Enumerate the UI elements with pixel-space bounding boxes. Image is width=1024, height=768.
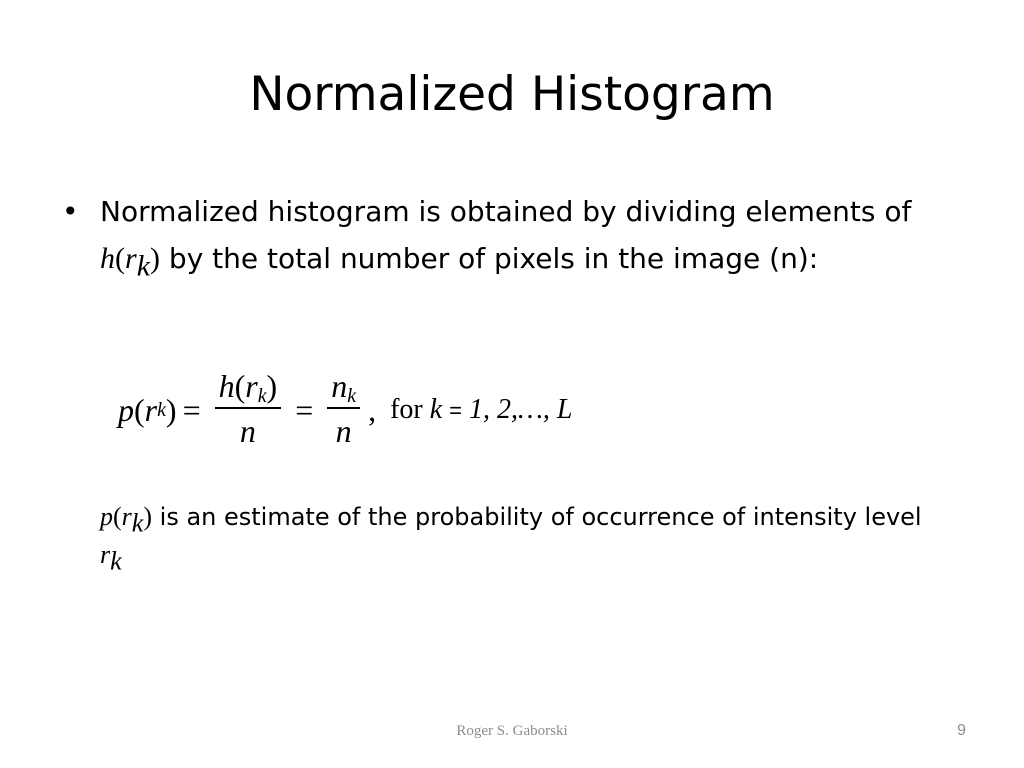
- footer-author: Roger S. Gaborski: [456, 723, 568, 739]
- note-k: k: [131, 508, 144, 538]
- bullet-math-r: r: [125, 242, 137, 275]
- eq-comma: ,: [368, 391, 377, 428]
- eq-for-word: for: [390, 394, 423, 425]
- eq-for-k: k: [429, 394, 443, 425]
- eq-fraction-h-over-n: [215, 367, 282, 453]
- eq-frac2-numerator: [327, 367, 360, 407]
- eq-frac1-open: (: [234, 368, 246, 405]
- eq-frac1-h: h: [218, 368, 235, 405]
- eq-frac1-denominator: n: [239, 412, 256, 449]
- note-r: r: [121, 502, 132, 531]
- bullet-text: [100, 188, 962, 282]
- normalized-histogram-equation: p ( r k ) = $\frac{h(r_k)}{n}$ = $\frac{n_k}{n}$ , for k = 1, 2,…, L: [118, 360, 572, 460]
- bullet-item: [62, 188, 962, 282]
- bullet-text-part2: by the total number of pixels in the image (n):: [160, 242, 819, 275]
- note-k2: k: [110, 546, 122, 576]
- note-r2: r: [100, 540, 111, 569]
- eq-fraction-nk-over-n: [327, 367, 360, 453]
- bullet-icon: •: [62, 195, 79, 228]
- note-p: p: [100, 502, 113, 531]
- note-open: (: [113, 502, 122, 531]
- eq-lhs-close: ): [165, 391, 177, 428]
- page-number: 9: [957, 722, 966, 739]
- bullet-text-part1: Normalized histogram is obtained by dividing elements of: [100, 195, 912, 228]
- eq-lhs-p: p: [118, 391, 134, 428]
- eq-frac2-k: k: [347, 385, 357, 408]
- note-close: ): [143, 502, 153, 531]
- eq-equals-2: =: [295, 391, 314, 428]
- eq-for-equals: =: [449, 398, 463, 423]
- eq-lhs-r: r: [144, 391, 158, 428]
- eq-equals-1: =: [182, 391, 201, 428]
- eq-frac2-n: n: [331, 368, 348, 405]
- eq-frac1-r: r: [245, 368, 258, 405]
- eq-frac2-denominator: n: [335, 412, 352, 449]
- probability-note: [100, 498, 950, 574]
- eq-for-range: 1, 2,…, L: [469, 394, 573, 425]
- note-text: is an estimate of the probability of occurrence of intensity level: [152, 503, 922, 531]
- eq-frac1-k: k: [257, 385, 267, 408]
- slide-title: Normalized Histogram: [249, 67, 775, 122]
- eq-for-clause: [390, 394, 572, 426]
- bullet-math-k: k: [136, 249, 151, 283]
- eq-frac1-close: ): [266, 368, 278, 405]
- bullet-math-close: ): [150, 242, 161, 275]
- bullet-math-h: h: [100, 242, 115, 275]
- eq-frac1-numerator: [215, 367, 282, 407]
- eq-lhs-open: (: [134, 391, 145, 428]
- bullet-math-open: (: [115, 242, 125, 275]
